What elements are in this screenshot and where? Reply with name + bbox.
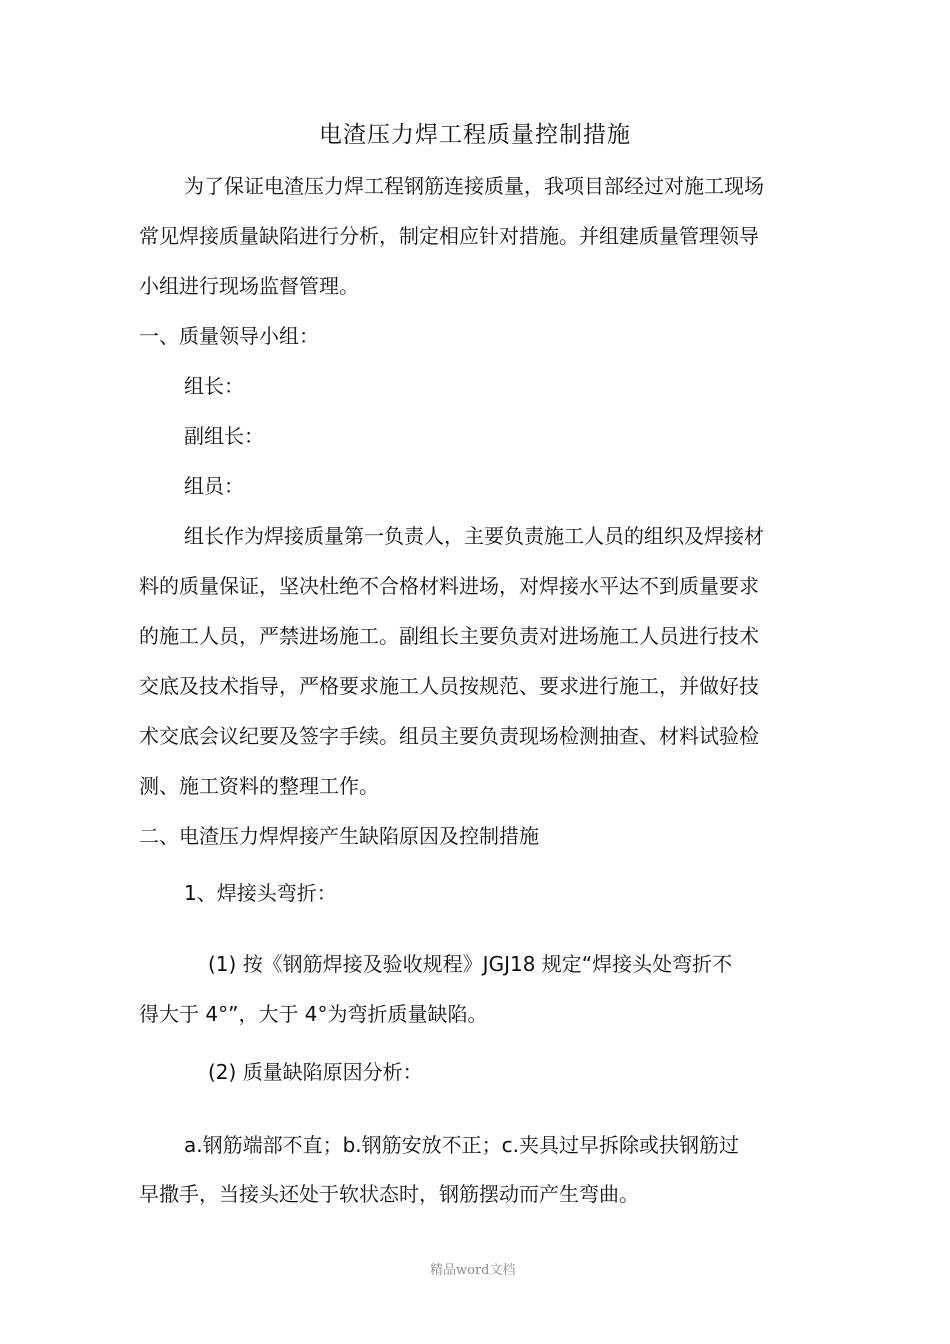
- section-heading: 一、质量领导小组：: [139, 324, 319, 348]
- paragraph-line: 得大于 4°”，大于 4°为弯折质量缺陷。: [139, 1002, 488, 1026]
- paragraph-line: (2) 质量缺陷原因分析：: [208, 1060, 423, 1084]
- paragraph-line: 测、施工资料的整理工作。: [139, 774, 379, 798]
- paragraph-line: 的施工人员，严禁进场施工。副组长主要负责对进场施工人员进行技术: [139, 624, 759, 648]
- subsection-heading: 1、焊接头弯折：: [184, 881, 337, 905]
- footer-watermark: 精品word文档: [430, 1263, 516, 1278]
- document-title: 电渣压力焊工程质量控制措施: [319, 122, 631, 148]
- paragraph-line: 为了保证电渣压力焊工程钢筋连接质量，我项目部经过对施工现场: [184, 174, 764, 198]
- section-heading: 二、电渣压力焊焊接产生缺陷原因及控制措施: [139, 824, 539, 848]
- paragraph-line: 交底及技术指导，严格要求施工人员按规范、要求进行施工，并做好技: [139, 674, 759, 698]
- paragraph-line: (1) 按《钢筋焊接及验收规程》JGJ18 规定“焊接头处弯折不: [208, 952, 733, 976]
- paragraph-line: 小组进行现场监督管理。: [139, 274, 359, 298]
- paragraph-line: 常见焊接质量缺陷进行分析，制定相应针对措施。并组建质量管理领导: [139, 224, 759, 248]
- deputy-leader-field: 副组长：: [184, 424, 264, 448]
- leader-field: 组长：: [184, 374, 244, 398]
- paragraph-line: 组长作为焊接质量第一负责人，主要负责施工人员的组织及焊接材: [184, 524, 764, 548]
- paragraph-line: 术交底会议纪要及签字手续。组员主要负责现场检测抽查、材料试验检: [139, 724, 759, 748]
- paragraph-line: a.钢筋端部不直；b.钢筋安放不正；c.夹具过早拆除或扶钢筋过: [184, 1133, 740, 1157]
- paragraph-line: 早撒手，当接头还处于软状态时，钢筋摆动而产生弯曲。: [139, 1182, 639, 1206]
- member-field: 组员：: [184, 474, 244, 498]
- paragraph-line: 料的质量保证，坚决杜绝不合格材料进场，对焊接水平达不到质量要求: [139, 574, 759, 598]
